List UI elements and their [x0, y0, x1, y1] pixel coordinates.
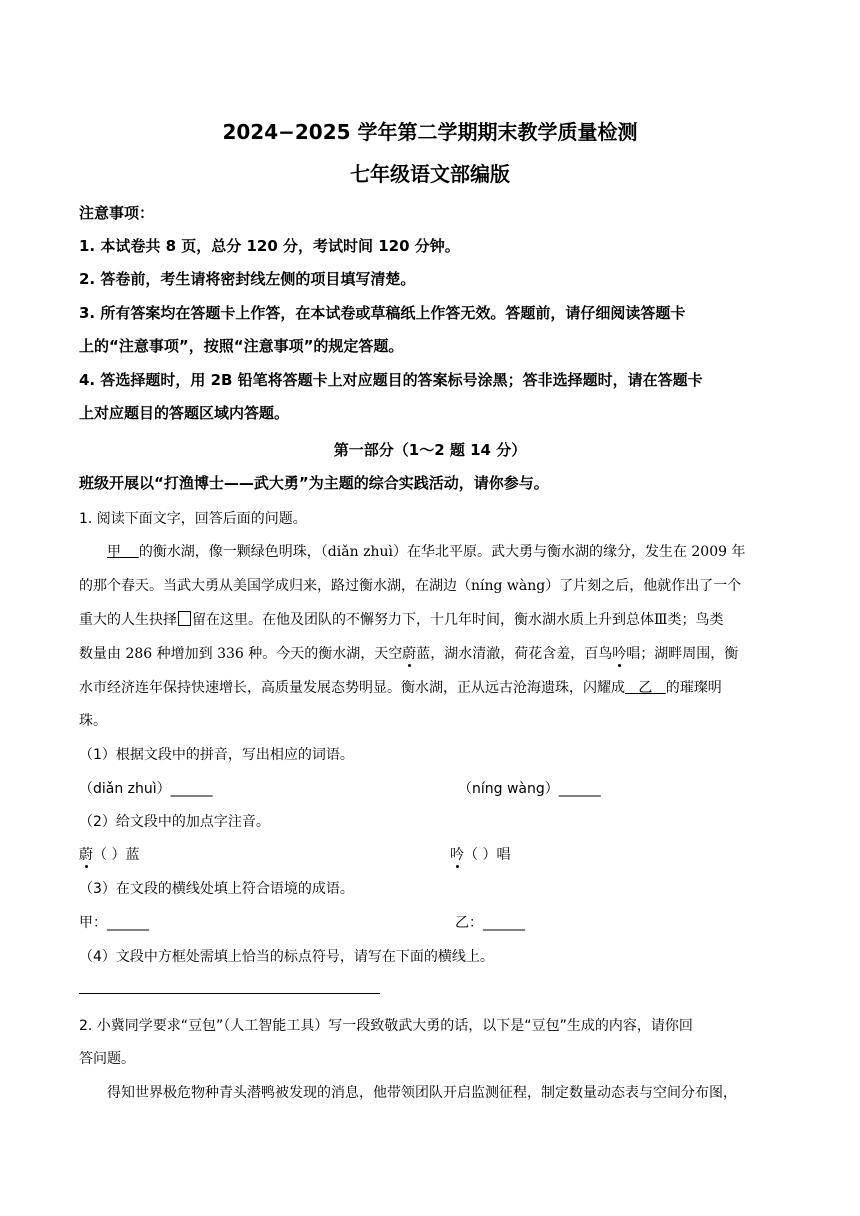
exam-subtitle: 七年级语文部编版 [350, 162, 510, 186]
q1-passage-line-4: 数量由 286 种增加到 336 种。今天的衡水湖，天空蔚蓝，湖水清澈，荷花含羞，百鸟吟唱；湖畔周围，衡 [79, 646, 739, 662]
q1-passage-line-2: 的那个春天。当武大勇从美国学成归来，路过衡水湖，在湖边（níng wàng）了片刻之后，他就作出了一个 [79, 578, 742, 594]
q1-sub3: （3）在文段的横线处填上符合语境的成语。 [79, 881, 354, 897]
q1-sub3-b: 乙：______ [455, 915, 525, 931]
q1-sub2-a: 蔚（ ）蓝 [79, 847, 140, 863]
q1-sub2-b: 吟（ ）唱 [450, 847, 511, 863]
punctuation-box [178, 611, 191, 626]
part1-heading: 第一部分（1～2 题 14 分） [333, 441, 527, 459]
notice-item-1: 1. 本试卷共 8 页，总分 120 分，考试时间 120 分钟。 [79, 237, 460, 255]
q2-passage-line-1: 得知世界极危物种青头潜鸭被发现的消息，他带领团队开启监测征程，制定数量动态表与空间分布图， [107, 1085, 737, 1101]
q1-passage-line-3: 重大的人生抉择 留在这里。在他及团队的不懈努力下，十几年时间，衡水湖水质上升到总体Ⅲ类；鸟类 [79, 612, 724, 628]
q1-sub3-a: 甲：______ [79, 915, 149, 931]
part1-intro: 班级开展以“打渔博士——武大勇”为主题的综合实践活动，请你参与。 [79, 474, 549, 492]
q2-stem-line-1: 2. 小冀同学要求“豆包”（人工智能工具）写一段致敬武大勇的话，以下是“豆包”生成的内容，请你回 [79, 1018, 693, 1034]
q1-sub2: （2）给文段中的加点字注音。 [79, 814, 270, 830]
answer-line [79, 993, 380, 994]
notice-item-4-line-2: 上对应题目的答题区域内答题。 [79, 404, 290, 422]
notice-heading: 注意事项： [79, 204, 155, 222]
q1-stem: 1. 阅读下面文字，回答后面的问题。 [79, 511, 307, 527]
notice-item-4-line-1: 4. 答选择题时，用 2B 铅笔将答题卡上对应题目的答案标号涂黑；答非选择题时，请在答题卡 [79, 371, 703, 389]
blank-jia: 甲 [107, 544, 121, 560]
q1-sub1-a: （diǎn zhuì）______ [79, 781, 213, 797]
notice-item-3-line-2: 上的“注意事项”，按照“注意事项”的规定答题。 [79, 337, 404, 355]
q2-stem-line-2: 答问题。 [79, 1051, 135, 1067]
dotted-char-yin: 吟 [612, 646, 627, 662]
dotted-char-wei: 蔚 [402, 646, 417, 662]
q1-sub1-b: （níng wàng）______ [458, 781, 601, 797]
q1-passage-line-1: 甲 的衡水湖，像一颗绿色明珠，（diǎn zhuì）在华北平原。武大勇与衡水湖的缘分，发生在 2009 年 [107, 544, 746, 560]
q1-passage-line-5: 水市经济连年保持快速增长，高质量发展态势明显。衡水湖，正从远古沧海遗珠，闪耀成 乙 的璀璨明 [79, 680, 722, 696]
exam-title: 2024−2025 学年第二学期期末教学质量检测 [222, 120, 638, 144]
notice-item-3-line-1: 3. 所有答案均在答题卡上作答，在本试卷或草稿纸上作答无效。答题前，请仔细阅读答题卡 [79, 304, 686, 322]
q1-sub4: （4）文段中方框处需填上恰当的标点符号，请写在下面的横线上。 [79, 949, 494, 965]
q1-sub1: （1）根据文段中的拼音，写出相应的词语。 [79, 747, 354, 763]
q1-passage-line-6: 珠。 [79, 713, 107, 729]
notice-item-2: 2. 答卷前，考生请将密封线左侧的项目填写清楚。 [79, 270, 416, 288]
blank-yi: 乙 [638, 680, 653, 696]
